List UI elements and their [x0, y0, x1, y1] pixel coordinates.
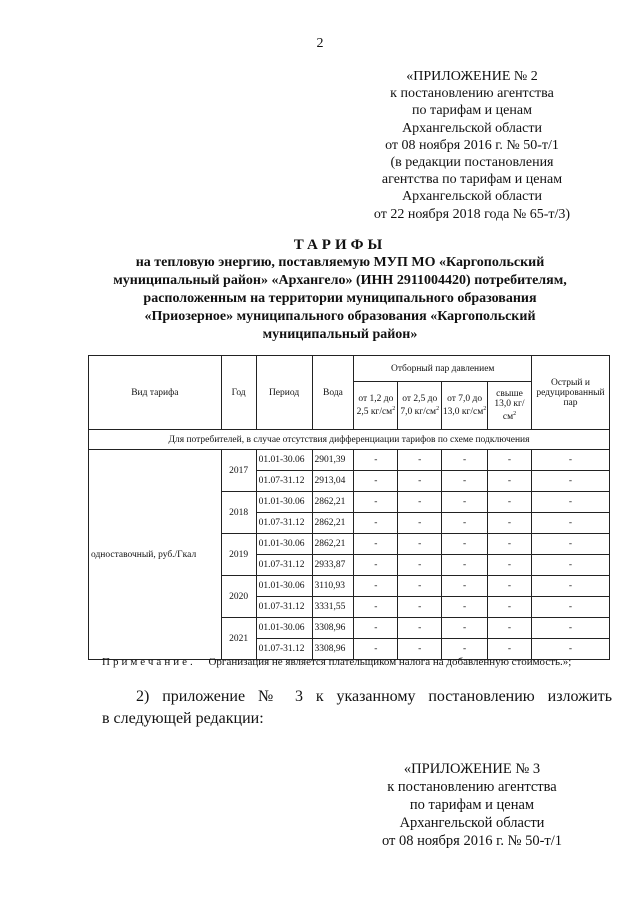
dash-cell: -	[398, 576, 442, 597]
header-steam-group: Отборный пар давлением	[354, 356, 532, 382]
dash-cell: -	[488, 639, 532, 660]
title-line: расположенным на территории муниципального образования	[143, 291, 537, 306]
year-cell: 2019	[221, 534, 256, 576]
period-cell: 01.01-30.06	[256, 576, 312, 597]
header-year: Год	[221, 356, 256, 430]
header-water: Вода	[312, 356, 354, 430]
period-cell: 01.01-30.06	[256, 492, 312, 513]
dash-cell: -	[531, 597, 609, 618]
dash-cell: -	[354, 450, 398, 471]
dash-cell: -	[398, 513, 442, 534]
period-cell: 01.07-31.12	[256, 471, 312, 492]
appendix-2-line: по тарифам и ценам	[412, 103, 532, 119]
appendix-2-line: агентства по тарифам и ценам	[381, 172, 563, 188]
dash-cell: -	[531, 555, 609, 576]
year-cell: 2018	[221, 492, 256, 534]
title-line: муниципальный район»	[262, 327, 418, 342]
dash-cell: -	[531, 639, 609, 660]
period-cell: 01.07-31.12	[256, 597, 312, 618]
dash-cell: -	[488, 534, 532, 555]
tariff-type-cell: одноставочный, руб./Гкал	[89, 450, 222, 660]
header-steam-2	[398, 382, 442, 430]
dash-cell: -	[354, 597, 398, 618]
appendix-2-header	[362, 68, 582, 223]
tariff-table	[88, 355, 610, 660]
title-heading: ТАРИФЫ	[293, 237, 387, 253]
header-steam-3-text: от 7,0 до 13,0 кг/см	[442, 393, 484, 418]
dash-cell: -	[354, 639, 398, 660]
dash-cell: -	[398, 471, 442, 492]
header-tariff-type: Вид тарифа	[89, 356, 222, 430]
dash-cell: -	[442, 555, 488, 576]
dash-cell: -	[398, 597, 442, 618]
appendix-3-line: Архангельской области	[399, 815, 545, 831]
dash-cell: -	[488, 555, 532, 576]
dash-cell: -	[488, 618, 532, 639]
appendix-2-line: от 22 ноября 2018 года № 65-т/3)	[373, 206, 571, 222]
dash-cell: -	[398, 555, 442, 576]
dash-cell: -	[354, 618, 398, 639]
header-sup: 2	[392, 405, 396, 412]
period-cell: 01.01-30.06	[256, 618, 312, 639]
water-cell: 3308,96	[312, 639, 354, 660]
header-steam-3	[442, 382, 488, 430]
period-cell: 01.01-30.06	[256, 534, 312, 555]
header-sharp-steam: Острый и редуцированный пар	[531, 356, 609, 430]
footnote-text: Организация не является плательщиком налога на добавленную стоимость.»;	[208, 656, 572, 668]
appendix-3-header	[362, 760, 582, 850]
appendix-3-line: «ПРИЛОЖЕНИЕ № 3	[403, 761, 541, 777]
dash-cell: -	[354, 492, 398, 513]
document-title	[80, 236, 600, 344]
dash-cell: -	[531, 450, 609, 471]
dash-cell: -	[354, 576, 398, 597]
appendix-2-line: «ПРИЛОЖЕНИЕ № 2	[406, 69, 538, 84]
footnote	[102, 656, 571, 668]
dash-cell: -	[488, 492, 532, 513]
period-cell: 01.07-31.12	[256, 555, 312, 576]
dash-cell: -	[488, 576, 532, 597]
paragraph-line-2: в следующей редакции:	[102, 710, 264, 727]
header-sup: 2	[483, 405, 487, 412]
appendix-2-line: Архангельской области	[402, 189, 542, 205]
dash-cell: -	[398, 450, 442, 471]
water-cell: 2933,87	[312, 555, 354, 576]
title-line: на тепловую энергию, поставляемую МУП МО «Каргопольский	[135, 255, 545, 270]
header-steam-4	[488, 382, 532, 430]
water-cell: 3308,96	[312, 618, 354, 639]
dash-cell: -	[442, 576, 488, 597]
header-steam-2-text: от 2,5 до 7,0 кг/см	[400, 393, 438, 418]
dash-cell: -	[442, 450, 488, 471]
dash-cell: -	[488, 597, 532, 618]
appendix-2-line: Архангельской области	[402, 120, 542, 136]
appendix-3-line: к постановлению агентства	[387, 779, 557, 795]
dash-cell: -	[442, 597, 488, 618]
dash-cell: -	[442, 471, 488, 492]
appendix-3-line: от 08 ноября 2016 г. № 50-т/1	[381, 833, 563, 849]
dash-cell: -	[488, 513, 532, 534]
title-line: «Приозерное» муниципального образования «Каргопольский	[144, 309, 536, 324]
water-cell: 2862,21	[312, 513, 354, 534]
dash-cell: -	[442, 618, 488, 639]
header-sup: 2	[436, 405, 440, 412]
period-cell: 01.07-31.12	[256, 513, 312, 534]
dash-cell: -	[531, 513, 609, 534]
dash-cell: -	[488, 471, 532, 492]
dash-cell: -	[488, 450, 532, 471]
dash-cell: -	[398, 534, 442, 555]
dash-cell: -	[442, 513, 488, 534]
header-steam-1	[354, 382, 398, 430]
dash-cell: -	[398, 639, 442, 660]
water-cell: 2862,21	[312, 492, 354, 513]
header-steam-4-text: свыше 13,0 кг/см	[494, 388, 525, 423]
dash-cell: -	[354, 555, 398, 576]
tariff-table-body	[89, 450, 610, 660]
header-steam-1-text: от 1,2 до 2,5 кг/см	[356, 393, 394, 418]
appendix-2-line: (в редакции постановления	[390, 155, 554, 171]
dash-cell: -	[354, 471, 398, 492]
dash-cell: -	[398, 492, 442, 513]
dash-cell: -	[442, 639, 488, 660]
header-period: Период	[256, 356, 312, 430]
table-row	[89, 450, 610, 471]
year-cell: 2021	[221, 618, 256, 660]
page-number: 2	[316, 36, 324, 51]
appendix-2-line: от 08 ноября 2016 г. № 50-т/1	[385, 137, 559, 153]
dash-cell: -	[354, 513, 398, 534]
dash-cell: -	[442, 534, 488, 555]
amendment-paragraph	[102, 686, 612, 730]
dash-cell: -	[531, 534, 609, 555]
dash-cell: -	[531, 492, 609, 513]
appendix-3-line: по тарифам и ценам	[409, 797, 535, 813]
dash-cell: -	[442, 492, 488, 513]
water-cell: 2862,21	[312, 534, 354, 555]
title-line: муниципальный район» «Архангело» (ИНН 2911004420) потребителям,	[113, 273, 567, 288]
year-cell: 2020	[221, 576, 256, 618]
dash-cell: -	[531, 471, 609, 492]
water-cell: 2913,04	[312, 471, 354, 492]
period-cell: 01.01-30.06	[256, 450, 312, 471]
appendix-2-line: к постановлению агентства	[390, 86, 554, 102]
water-cell: 2901,39	[312, 450, 354, 471]
header-sup: 2	[513, 410, 517, 417]
water-cell: 3331,55	[312, 597, 354, 618]
dash-cell: -	[531, 618, 609, 639]
year-cell: 2017	[221, 450, 256, 492]
dash-cell: -	[354, 534, 398, 555]
period-cell: 01.07-31.12	[256, 639, 312, 660]
consumers-note: Для потребителей, в случае отсутствия дифференциации тарифов по схеме подключения	[89, 430, 610, 450]
dash-cell: -	[531, 576, 609, 597]
water-cell: 3110,93	[312, 576, 354, 597]
paragraph-line-1: 2) приложение № 3 к указанному постановлению изложить	[136, 688, 612, 705]
dash-cell: -	[398, 618, 442, 639]
footnote-label: Примечание.	[102, 656, 196, 668]
